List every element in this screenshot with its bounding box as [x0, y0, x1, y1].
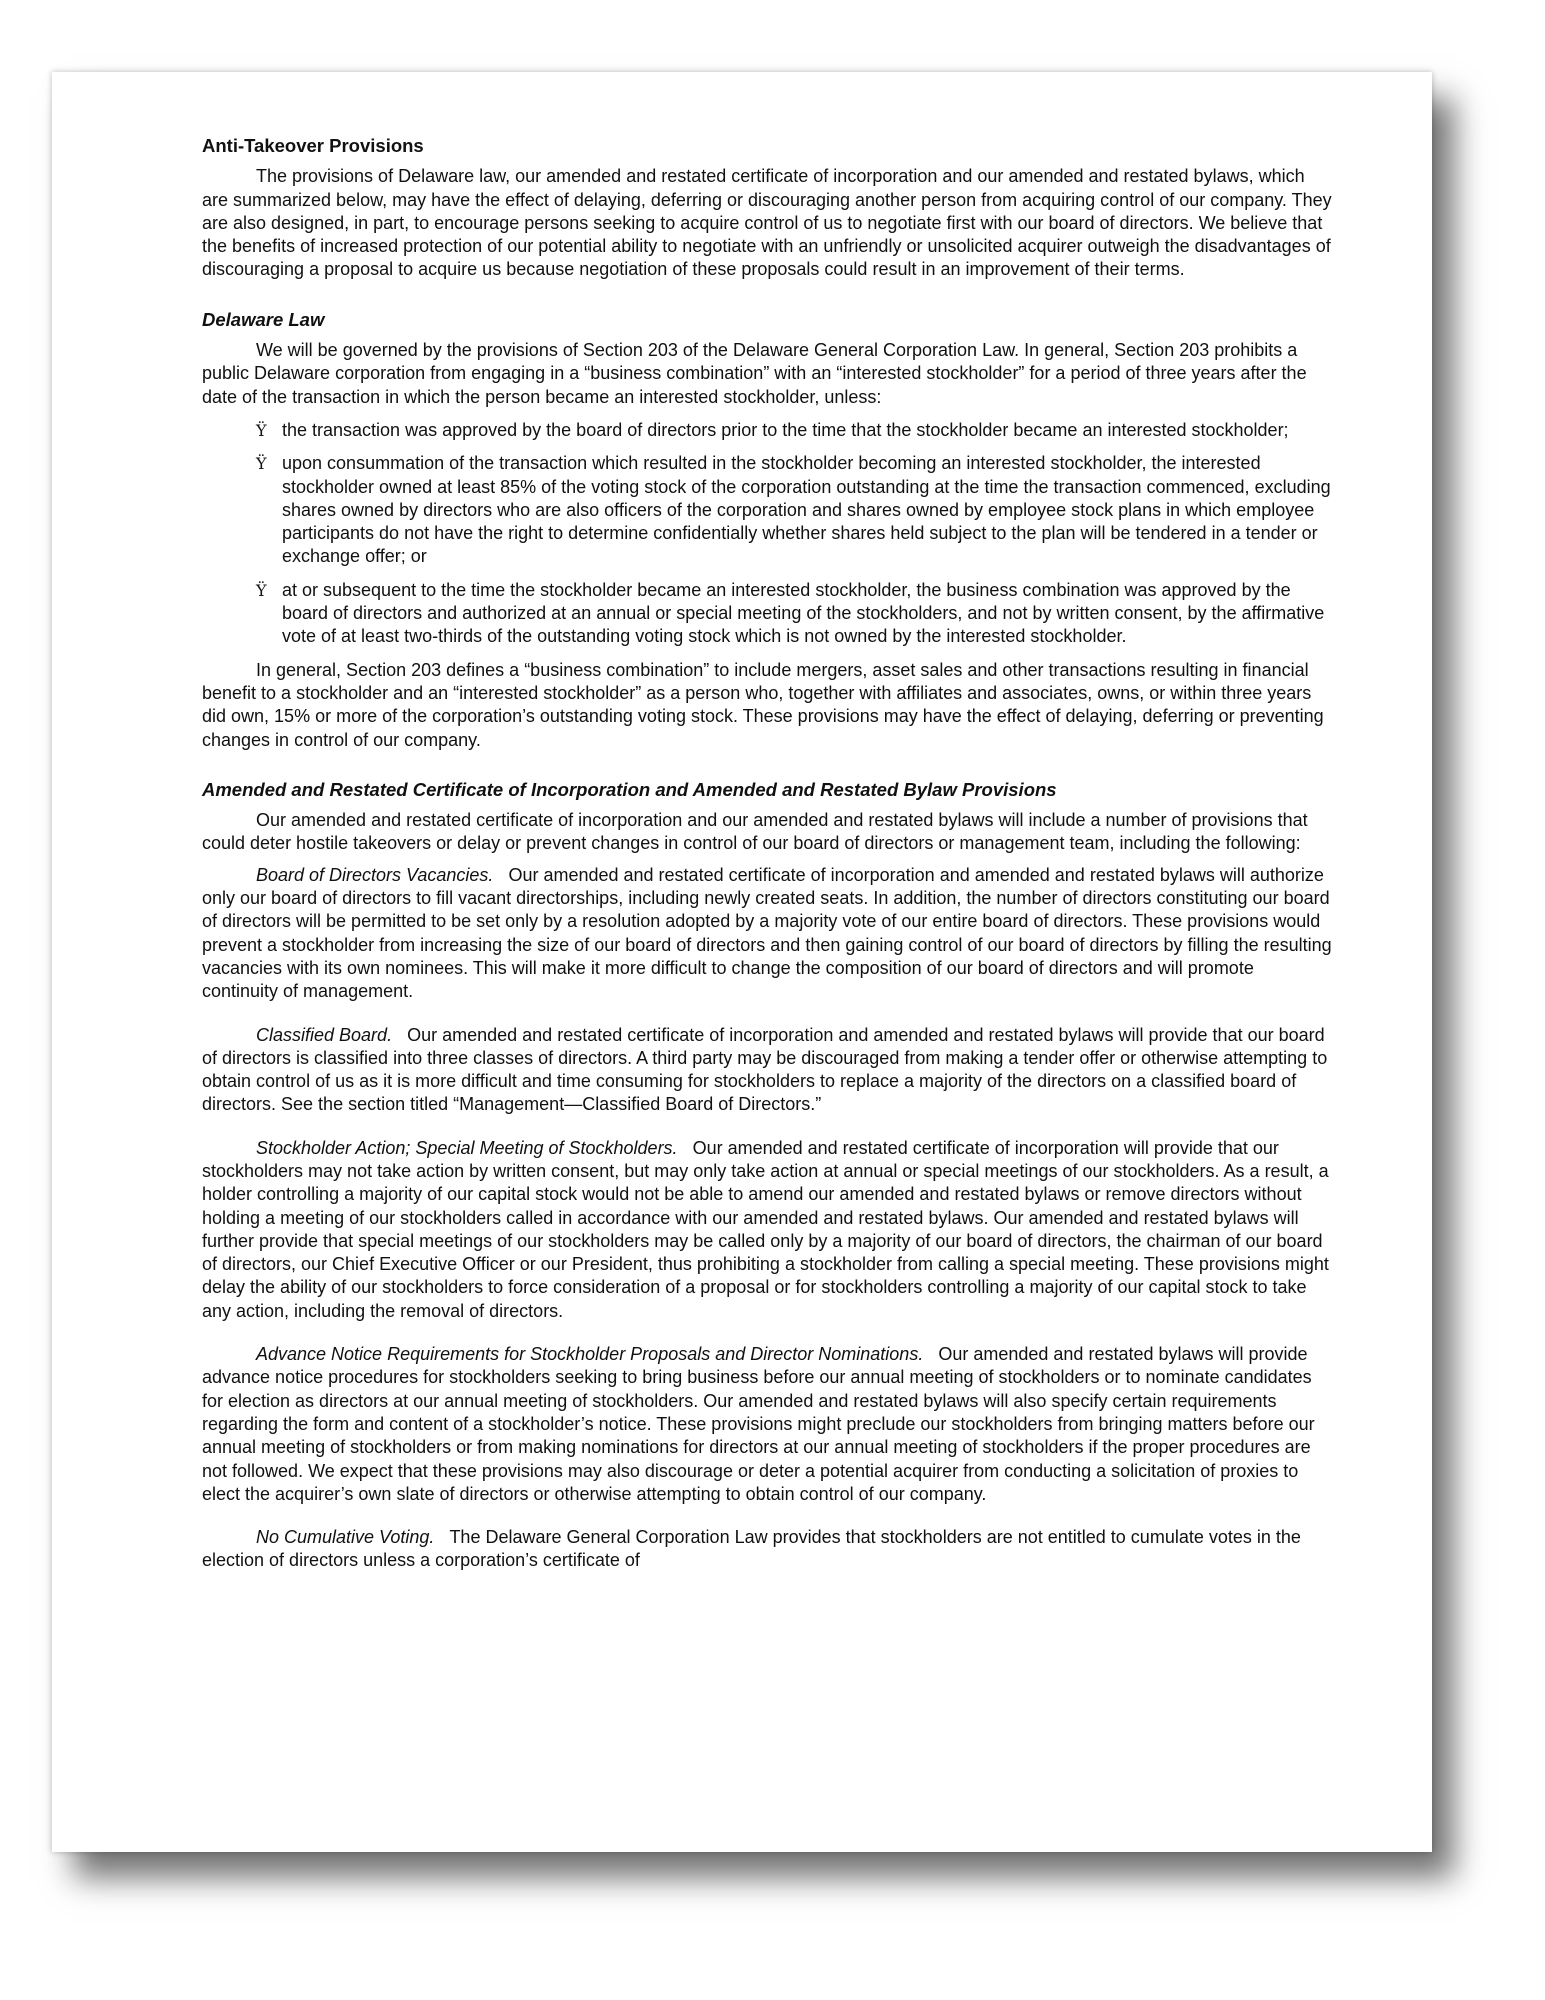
charter-heading: Amended and Restated Certificate of Incorporation and Amended and Restated Bylaw Provisions — [202, 778, 1057, 800]
document-body — [202, 134, 1332, 1573]
intro-paragraph: The provisions of Delaware law, our amended and restated certificate of incorporation and our amended and restated bylaws, which are summarized below, may have the effect of delaying, deferring or discouraging another person from acquiring control of our company. They are also designed, in part, to encourage persons seeking to acquire control of us to negotiate first with our board of directors. We believe that the benefits of increased protection of our potential ability to negotiate with an unfriendly or unsolicited acquirer outweigh the disadvantages of discouraging a proposal to acquire us because negotiation of these proposals could result in an improvement of their terms. — [202, 166, 1332, 280]
delaware-conditions-list — [202, 419, 1332, 649]
list-item — [202, 419, 1332, 442]
document-page — [52, 72, 1432, 1852]
list-item — [202, 579, 1332, 649]
provision-lead: Board of Directors Vacancies. — [256, 864, 494, 885]
delaware-paragraph-1: We will be governed by the provisions of Section 203 of the Delaware General Corporation Law. In general, Section 203 prohibits a public Delaware corporation from engaging in a “business combination” with an “interested stockholder” for a period of three years after the date of the transaction in which the person became an interested stockholder, unless: — [202, 340, 1307, 407]
provision-no-cumulative-voting — [202, 1526, 1332, 1573]
list-item-text: at or subsequent to the time the stockholder became an interested stockholder, the business combination was approved by the board of directors and authorized at an annual or special meeting of the stockholders, and not by written consent, by the affirmative vote of at least two-thirds of the outstanding voting stock which is not owned by the interested stockholder. — [282, 579, 1325, 647]
provision-text: Our amended and restated certificate of incorporation and amended and restated bylaws will provide that our board of directors is classified into three classes of directors. A third party may be discouraged from making a tender offer or otherwise attempting to obtain control of us as it is more difficult and time consuming for stockholders to replace a majority of the directors on a classified board of directors. See the section titled “Management—Classified Board of Directors.” — [202, 1024, 1328, 1115]
provision-stockholder-action — [202, 1137, 1332, 1323]
provision-classified-board — [202, 1024, 1332, 1117]
delaware-law-heading: Delaware Law — [202, 308, 325, 330]
provision-text: Our amended and restated bylaws will provide advance notice procedures for stockholders seeking to bring business before our annual meeting of stockholders or to nominate candidates for election as directors at our annual meeting of stockholders. Our amended and restated bylaws will also specify certain requirements regarding the form and content of a stockholder’s notice. These provisions might preclude our stockholders from bringing matters before our annual meeting of stockholders or from making nominations for directors at our annual meeting of stockholders if the proper procedures are not followed. We expect that these provisions may also discourage or deter a potential acquirer from conducting a solicitation of proxies to elect the acquirer’s own slate of directors or otherwise attempting to obtain control of our company. — [202, 1344, 1315, 1504]
provision-advance-notice — [202, 1343, 1332, 1506]
list-item-text: the transaction was approved by the board of directors prior to the time that the stockholder became an interested stockholder; — [282, 419, 1289, 440]
provision-lead: Stockholder Action; Special Meeting of Stockholders. — [256, 1137, 678, 1158]
provision-text: Our amended and restated certificate of incorporation and amended and restated bylaws will authorize only our board of directors to fill vacant directorships, including newly created seats. In addition, the number of directors constituting our board of directors will be permitted to be set only by a resolution adopted by a majority vote of our entire board of directors. These provisions would prevent a stockholder from increasing the size of our board of directors and then gaining control of our board of directors by filling the resulting vacancies with its own nominees. This will make it more difficult to change the composition of our board of directors and will promote continuity of management. — [202, 864, 1332, 1002]
section-title: Anti-Takeover Provisions — [202, 135, 424, 156]
charter-intro-paragraph: Our amended and restated certificate of incorporation and our amended and restated bylaws will include a number of provisions that could deter hostile takeovers or delay or prevent changes in control of our board of directors or management team, including the following: — [202, 810, 1308, 854]
list-item-text: upon consummation of the transaction which resulted in the stockholder becoming an interested stockholder, the interested stockholder owned at least 85% of the voting stock of the corporation outstanding at the time the transaction commenced, excluding shares owned by directors who are also officers of the corporation and shares owned by employee stock plans in which employee participants do not have the right to determine confidentially whether shares held subject to the plan will be tendered in a tender or exchange offer; or — [282, 453, 1331, 567]
provision-text: The Delaware General Corporation Law provides that stockholders are not entitled to cumulate votes in the election of directors unless a corporation’s certificate of — [202, 1527, 1301, 1571]
provision-board-vacancies — [202, 864, 1332, 1004]
delaware-paragraph-2: In general, Section 203 defines a “business combination” to include mergers, asset sales and other transactions resulting in financial benefit to a stockholder and an “interested stockholder” as a person who, together with affiliates and associates, owns, or within three years did own, 15% or more of the corporation’s outstanding voting stock. These provisions may have the effect of delaying, deferring or preventing changes in control of our company. — [202, 659, 1324, 750]
provision-lead: Advance Notice Requirements for Stockholder Proposals and Director Nominations. — [256, 1344, 924, 1365]
provision-text: Our amended and restated certificate of incorporation will provide that our stockholders may not take action by written consent, but may only take action at annual or special meetings of our stockholders. As a result, a holder controlling a majority of our capital stock would not be able to amend our amended and restated bylaws or remove directors without holding a meeting of our stockholders called in accordance with our amended and restated bylaws. Our amended and restated bylaws will further provide that special meetings of our stockholders may be called only by a majority of our board of directors, the chairman of our board of directors, our Chief Executive Officer or our President, thus prohibiting a stockholder from calling a special meeting. These provisions might delay the ability of our stockholders to force consideration of a proposal or for stockholders controlling a majority of our capital stock to take any action, including the removal of directors. — [202, 1137, 1329, 1321]
list-item — [202, 452, 1332, 568]
provision-lead: Classified Board. — [256, 1024, 393, 1045]
provision-lead: No Cumulative Voting. — [256, 1527, 435, 1548]
bullet-glyph: Ÿ — [256, 420, 267, 440]
bullet-glyph: Ÿ — [256, 454, 267, 474]
bullet-glyph: Ÿ — [256, 580, 267, 600]
